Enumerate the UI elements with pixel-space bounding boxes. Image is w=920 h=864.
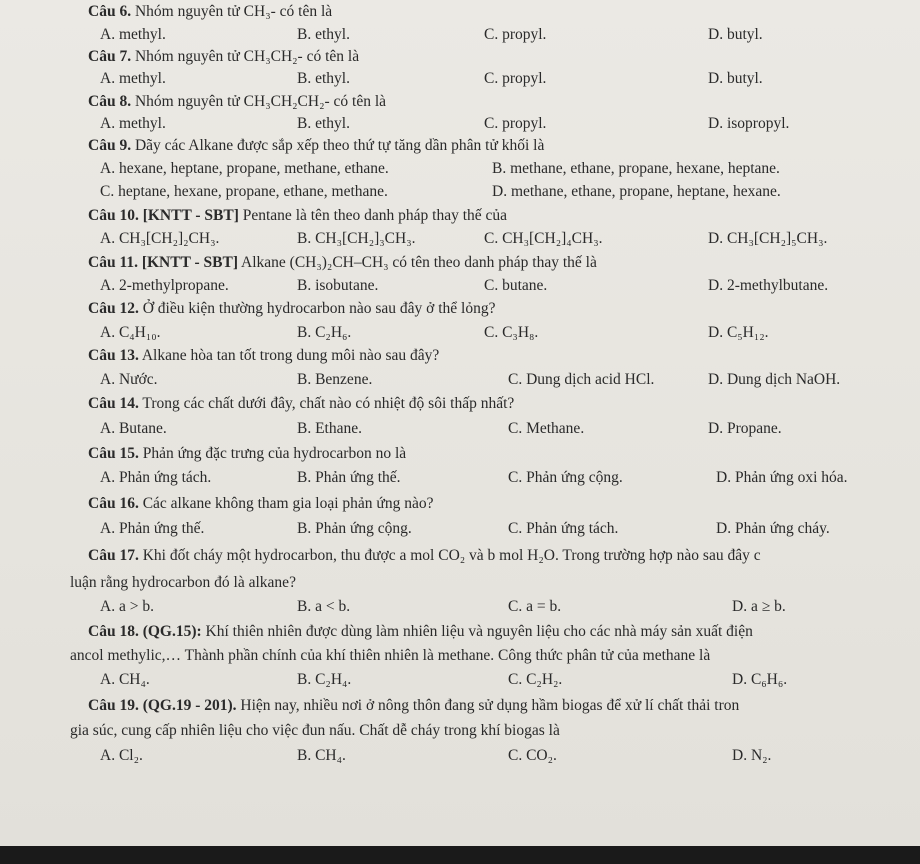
question-7	[88, 47, 359, 67]
question-text: Phản ứng đặc trưng của hydrocarbon no là	[138, 445, 407, 462]
question-19	[88, 696, 920, 716]
option-d: D. butyl.	[708, 26, 763, 43]
option-b: B. Phản ứng cộng.	[297, 520, 412, 537]
option-b: B. Ethane.	[297, 420, 362, 437]
option-d: D. Phản ứng oxi hóa.	[716, 469, 848, 486]
question-13	[88, 346, 439, 366]
question-text: Dãy các Alkane được sắp xếp theo thứ tự tăng dần phân tử khối là	[131, 137, 545, 154]
question-number: Câu 16.	[88, 495, 139, 512]
option-b: B. CH₃[CH₂]₃CH₃.	[297, 230, 416, 247]
question-text: Các alkane không tham gia loại phản ứng nào?	[138, 495, 434, 512]
option-b: B. C₂H₄.	[297, 671, 352, 688]
question-text: Nhóm nguyên tử CH₃- có tên là	[131, 3, 333, 20]
option-a: A. CH₃[CH₂]₂CH₃.	[100, 230, 220, 247]
question-number: Câu 19. (QG.19 - 201).	[88, 697, 237, 714]
question-12	[88, 299, 496, 319]
question-text: Ở điều kiện thường hydrocarbon nào sau đây ở thể lỏng?	[138, 300, 496, 317]
option-d: D. Phản ứng cháy.	[716, 520, 830, 537]
question-text: Nhóm nguyên tử CH₃CH₂CH₂- có tên là	[131, 93, 387, 110]
question-number: Câu 6.	[88, 3, 132, 20]
question-8	[88, 92, 386, 112]
option-a: A. Butane.	[100, 420, 167, 437]
question-text: Khi đốt cháy một hydrocarbon, thu được a mol CO₂ và b mol H₂O. Trong trường hợp nào sau đây c	[138, 547, 761, 564]
option-c: C. a = b.	[508, 598, 562, 615]
option-d: D. C₅H₁₂.	[708, 324, 769, 341]
option-b: B. ethyl.	[297, 26, 350, 43]
option-c: C. C₂H₂.	[508, 671, 563, 688]
option-c: C. Phản ứng tách.	[508, 520, 619, 537]
option-d: D. a ≥ b.	[732, 598, 786, 615]
option-a: A. methyl.	[100, 115, 166, 132]
question-number: Câu 10. [KNTT - SBT]	[88, 207, 239, 224]
option-d: D. Propane.	[708, 420, 782, 437]
option-d: D. C₆H₆.	[732, 671, 788, 688]
option-a: A. C₄H₁₀.	[100, 324, 161, 341]
question-text-continued: luận rằng hydrocarbon đó là alkane?	[70, 574, 296, 591]
option-a: A. a > b.	[100, 598, 154, 615]
question-15	[88, 444, 406, 464]
page-edge-shadow	[0, 846, 920, 864]
option-c: C. Phản ứng cộng.	[508, 469, 623, 486]
question-number: Câu 8.	[88, 93, 132, 110]
question-9	[88, 136, 544, 156]
question-text: Nhóm nguyên tử CH₃CH₂- có tên là	[131, 48, 360, 65]
option-b: B. methane, ethane, propane, hexane, heptane.	[492, 160, 780, 177]
question-10	[88, 206, 507, 226]
option-c: C. Dung dịch acid HCl.	[508, 371, 655, 388]
question-6	[88, 2, 332, 22]
question-number: Câu 11. [KNTT - SBT]	[88, 254, 239, 271]
option-b: B. Benzene.	[297, 371, 373, 388]
option-c: C. heptane, hexane, propane, ethane, methane.	[100, 183, 388, 200]
option-b: B. isobutane.	[297, 277, 379, 294]
option-c: C. CH₃[CH₂]₄CH₃.	[484, 230, 603, 247]
question-number: Câu 14.	[88, 395, 139, 412]
question-number: Câu 7.	[88, 48, 132, 65]
option-b: B. a < b.	[297, 598, 351, 615]
option-c: C. propyl.	[484, 26, 547, 43]
question-number: Câu 13.	[88, 347, 139, 364]
option-a: A. methyl.	[100, 70, 166, 87]
question-17	[88, 546, 920, 566]
question-number: Câu 9.	[88, 137, 132, 154]
option-d: D. isopropyl.	[708, 115, 790, 132]
option-c: C. CO₂.	[508, 747, 557, 764]
question-number: Câu 18. (QG.15):	[88, 623, 202, 640]
question-text-continued: gia súc, cung cấp nhiên liệu cho việc đun nấu. Chất dễ cháy trong khí biogas là	[70, 722, 560, 739]
option-c: C. Methane.	[508, 420, 585, 437]
option-c: C. butane.	[484, 277, 548, 294]
option-c: C. propyl.	[484, 70, 547, 87]
question-number: Câu 15.	[88, 445, 139, 462]
option-d: D. CH₃[CH₂]₅CH₃.	[708, 230, 828, 247]
question-18	[88, 622, 920, 642]
option-a: A. hexane, heptane, propane, methane, ethane.	[100, 160, 389, 177]
question-text: Alkane (CH₃)₂CH–CH₃ có tên theo danh pháp thay thế là	[238, 254, 597, 271]
option-d: D. N₂.	[732, 747, 772, 764]
option-d: D. methane, ethane, propane, heptane, hexane.	[492, 183, 781, 200]
question-number: Câu 17.	[88, 547, 139, 564]
option-d: D. 2-methylbutane.	[708, 277, 829, 294]
option-c: C. C₃H₈.	[484, 324, 539, 341]
option-a: A. CH₄.	[100, 671, 150, 688]
option-a: A. Nước.	[100, 371, 158, 388]
question-text: Hiện nay, nhiều nơi ở nông thôn đang sử dụng hầm biogas để xử lí chất thải tron	[236, 697, 740, 714]
option-b: B. Phản ứng thế.	[297, 469, 401, 486]
option-a: A. 2-methylpropane.	[100, 277, 229, 294]
option-b: B. C₂H₆.	[297, 324, 352, 341]
question-16	[88, 494, 433, 514]
question-text: Khí thiên nhiên được dùng làm nhiên liệu và nguyên liệu cho các nhà máy sản xuất điện	[201, 623, 753, 640]
question-14	[88, 394, 514, 414]
option-a: A. Cl₂.	[100, 747, 143, 764]
option-d: D. Dung dịch NaOH.	[708, 371, 841, 388]
option-b: B. ethyl.	[297, 115, 350, 132]
question-text: Pentane là tên theo danh pháp thay thế của	[238, 207, 508, 224]
option-c: C. propyl.	[484, 115, 547, 132]
question-11	[88, 253, 597, 273]
question-text: Alkane hòa tan tốt trong dung môi nào sau đây?	[138, 347, 440, 364]
option-a: A. methyl.	[100, 26, 166, 43]
option-b: B. ethyl.	[297, 70, 350, 87]
question-number: Câu 12.	[88, 300, 139, 317]
option-a: A. Phản ứng tách.	[100, 469, 212, 486]
question-text: Trong các chất dưới đây, chất nào có nhiệt độ sôi thấp nhất?	[138, 395, 515, 412]
option-b: B. CH₄.	[297, 747, 346, 764]
question-text-continued: ancol methylic,… Thành phần chính của khí thiên nhiên là methane. Công thức phân tử của methane là	[70, 647, 711, 664]
option-a: A. Phản ứng thế.	[100, 520, 205, 537]
option-d: D. butyl.	[708, 70, 763, 87]
